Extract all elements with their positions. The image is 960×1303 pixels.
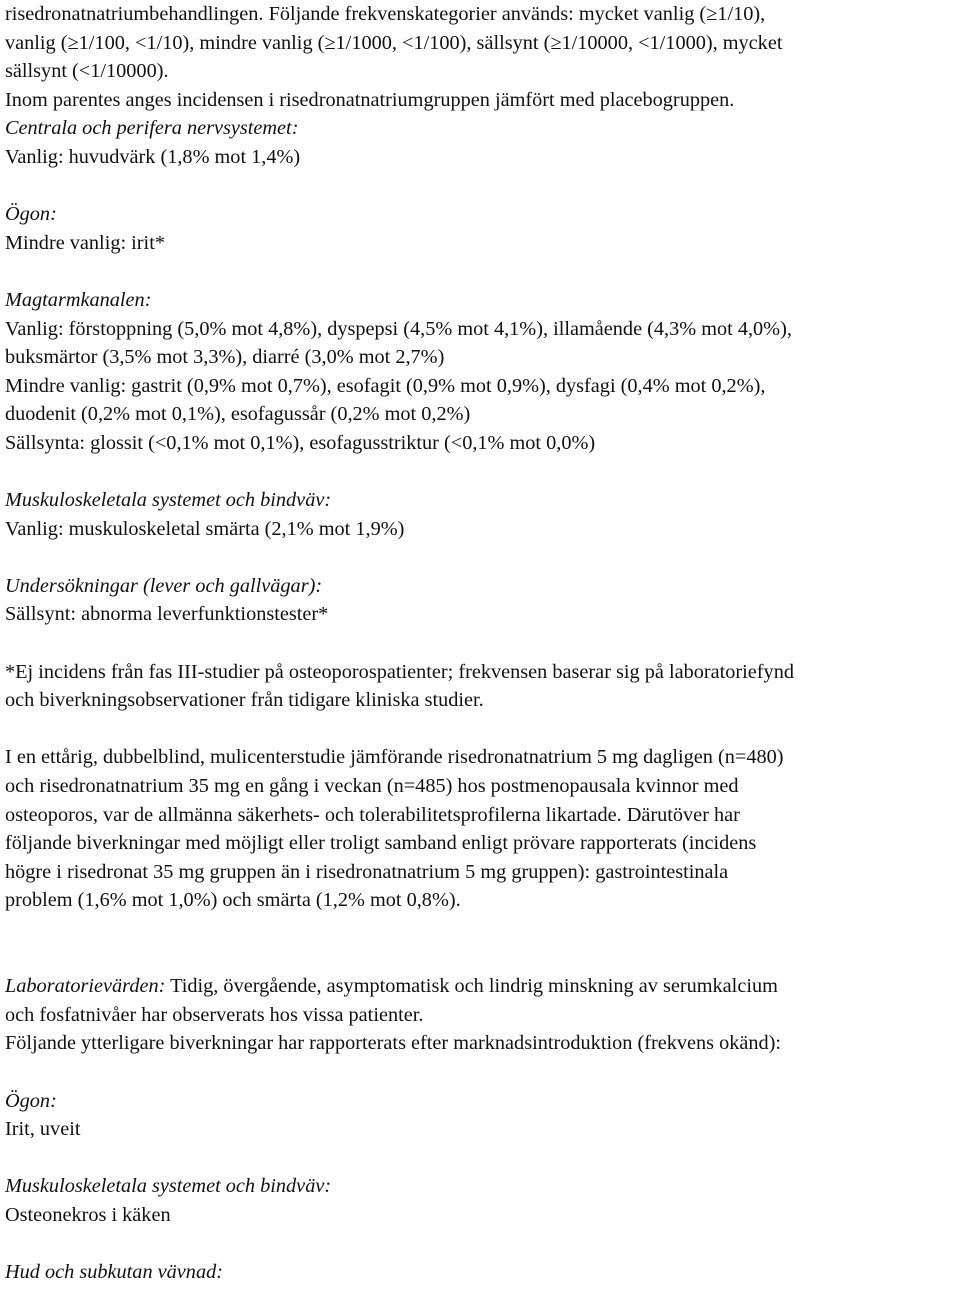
postmarketing-skin xyxy=(5,1258,957,1287)
section-nervous xyxy=(5,114,957,171)
spacer xyxy=(5,1058,957,1087)
footnote-line: *Ej incidens från fas III-studier på osteoporospatienter; frekvensen baserar sig på laboratoriefynd xyxy=(5,660,794,683)
spacer xyxy=(5,915,957,972)
section-line: Osteonekros i käken xyxy=(5,1203,171,1226)
study-line: och risedronatnatrium 35 mg en gång i veckan (n=485) hos postmenopausala kvinnor med xyxy=(5,775,739,798)
section-line: Sällsynt: abnorma leverfunktionstester* xyxy=(5,603,329,626)
intro-line: vanlig (≥1/100, <1/10), mindre vanlig (≥1/1000, <1/100), sällsynt (≥1/10000, <1/1000), mycket xyxy=(5,31,783,54)
study-line: osteoporos, var de allmänna säkerhets- och tolerabilitetsprofilerna likartade. Därutöver har xyxy=(5,803,740,826)
spacer xyxy=(5,715,957,744)
section-line: Sällsynta: glossit (<0,1% mot 0,1%), esofagusstriktur (<0,1% mot 0,0%) xyxy=(5,431,596,454)
section-heading: Magtarmkanalen: xyxy=(5,288,152,311)
section-line: Vanlig: förstoppning (5,0% mot 4,8%), dyspepsi (4,5% mot 4,1%), illamående (4,3% mot 4,0%), xyxy=(5,317,792,340)
section-investigations xyxy=(5,572,957,629)
section-heading: Muskuloskeletala systemet och bindväv: xyxy=(5,1175,332,1198)
intro-line: risedronatnatriumbehandlingen. Följande frekvenskategorier används: mycket vanlig (≥1/10), xyxy=(5,3,766,25)
section-line: buksmärtor (3,5% mot 3,3%), diarré (3,0% mot 2,7%) xyxy=(5,346,445,369)
spacer xyxy=(5,1144,957,1173)
spacer xyxy=(5,257,957,286)
postmarketing-eyes xyxy=(5,1087,957,1144)
intro-line: sällsynt (<1/10000). xyxy=(5,60,169,83)
section-line: Mindre vanlig: gastrit (0,9% mot 0,7%), esofagit (0,9% mot 0,9%), dysfagi (0,4% mot 0,2%), xyxy=(5,374,766,397)
postmarketing-musculo xyxy=(5,1172,957,1229)
lab-text: Tidig, övergående, asymptomatisk och lindrig minskning av serumkalcium xyxy=(165,975,778,998)
section-line: Vanlig: muskuloskeletal smärta (2,1% mot 1,9%) xyxy=(5,517,405,540)
lab-line: Följande ytterligare biverkningar har rapporterats efter marknadsintroduktion (frekvens okänd): xyxy=(5,1032,782,1055)
section-heading: Muskuloskeletala systemet och bindväv: xyxy=(5,489,332,512)
spacer xyxy=(5,629,957,658)
section-line: Vanlig: huvudvärk (1,8% mot 1,4%) xyxy=(5,145,301,168)
section-musculo xyxy=(5,486,957,543)
lab-paragraph xyxy=(5,972,957,1058)
section-line: duodenit (0,2% mot 0,1%), esofagussår (0,2% mot 0,2%) xyxy=(5,403,471,426)
section-heading: Hud och subkutan vävnad: xyxy=(5,1261,223,1284)
study-line: I en ettårig, dubbelblind, mulicenterstudie jämförande risedronatnatrium 5 mg dagligen (n=480) xyxy=(5,746,784,769)
spacer xyxy=(5,458,957,487)
intro-paragraph xyxy=(5,0,957,114)
spacer xyxy=(5,172,957,201)
lab-label: Laboratorievärden: xyxy=(5,975,166,998)
intro-line: Inom parentes anges incidensen i risedronatnatriumgruppen jämfört med placebogruppen. xyxy=(5,88,735,111)
study-line: följande biverkningar med möjligt eller troligt samband enligt prövare rapporterats (incidens xyxy=(5,832,757,855)
section-heading: Ögon: xyxy=(5,1089,57,1112)
section-gastro xyxy=(5,286,957,458)
lab-line xyxy=(5,972,957,1001)
section-heading: Centrala och perifera nervsystemet: xyxy=(5,117,299,140)
lab-line: och fosfatnivåer har observerats hos vissa patienter. xyxy=(5,1003,424,1026)
study-line: problem (1,6% mot 1,0%) och smärta (1,2% mot 0,8%). xyxy=(5,889,461,912)
footnote xyxy=(5,658,957,715)
section-line: Mindre vanlig: irit* xyxy=(5,231,165,254)
study-paragraph xyxy=(5,743,957,915)
document-page xyxy=(5,0,957,1287)
footnote-line: och biverkningsobservationer från tidigare kliniska studier. xyxy=(5,689,484,712)
spacer xyxy=(5,1230,957,1259)
section-heading: Ögon: xyxy=(5,203,57,226)
section-eyes xyxy=(5,200,957,257)
study-line: högre i risedronat 35 mg gruppen än i risedronatnatrium 5 mg gruppen): gastrointestinala xyxy=(5,860,729,883)
spacer xyxy=(5,543,957,572)
section-heading: Undersökningar (lever och gallvägar): xyxy=(5,574,323,597)
section-line: Irit, uveit xyxy=(5,1118,81,1141)
